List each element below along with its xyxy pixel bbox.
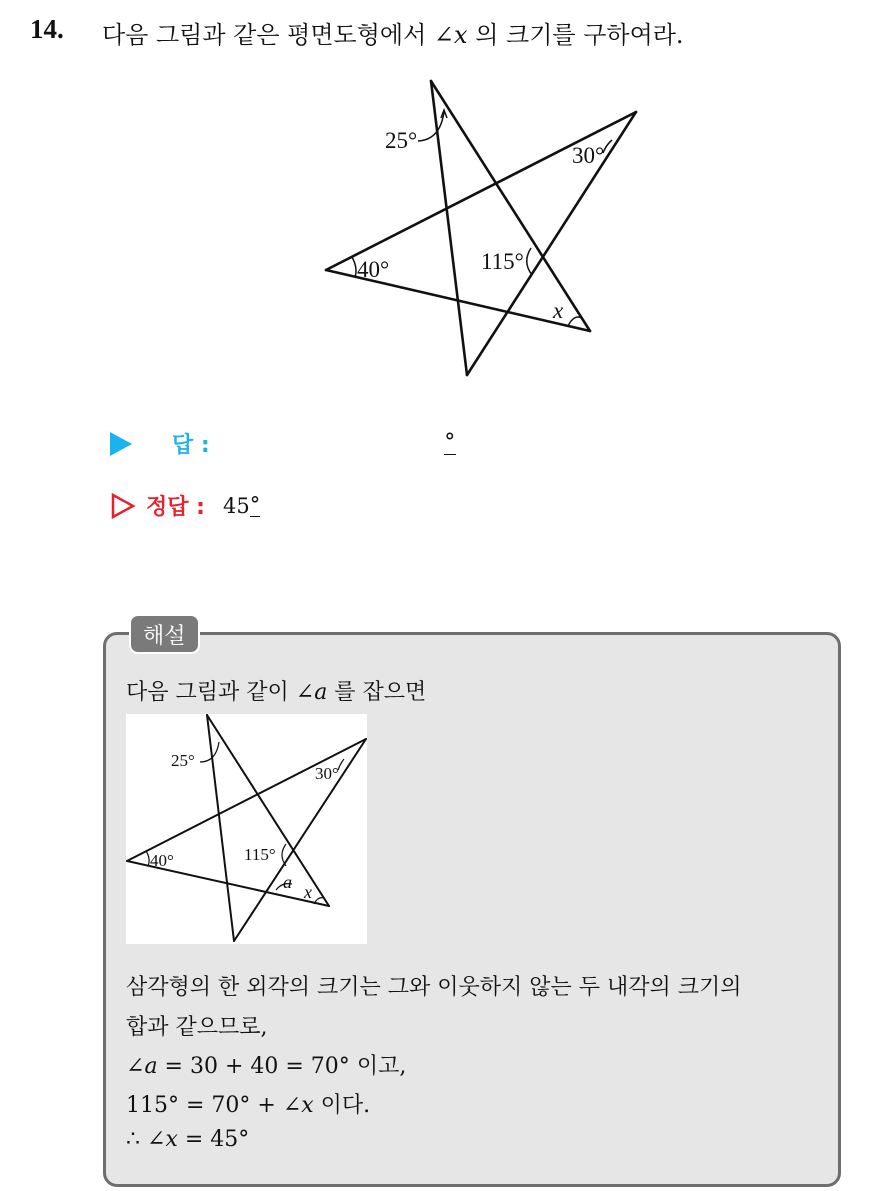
solution-line-6 (126, 1127, 249, 1152)
answer-row (110, 428, 456, 459)
figure-line-2 (431, 81, 467, 375)
label-30: 30° (572, 143, 605, 168)
angle-symbol: ∠ (433, 21, 455, 49)
play-icon (110, 432, 132, 456)
angle-arc-25 (418, 112, 444, 141)
solution-tag: 해설 (129, 614, 200, 654)
solution-star-figure (126, 714, 367, 944)
solution-label-115: 115° (244, 845, 276, 864)
solution-line-c (234, 739, 366, 941)
answer-label: 답 : (172, 433, 210, 458)
label-25: 25° (385, 128, 418, 153)
angle-symbol: ∠ (295, 680, 315, 705)
solution-line-4-var: a (144, 1054, 158, 1079)
play-outline-icon (110, 493, 136, 519)
solution-line-5-eq: 115° = 70° + (126, 1093, 283, 1118)
solution-line-d (127, 739, 366, 861)
solution-line-5 (126, 1088, 370, 1119)
correct-answer-label: 정답 : (146, 495, 205, 520)
solution-arc-40 (146, 851, 149, 866)
solution-line-6-var: x (165, 1127, 178, 1152)
therefore-symbol: ∴ (126, 1127, 147, 1152)
solution-line-1-after: 를 잡으면 (327, 680, 427, 705)
angle-symbol: ∠ (282, 1093, 302, 1118)
solution-arc-30 (338, 759, 344, 770)
label-115: 115° (481, 249, 524, 274)
solution-line-5-after: 이다. (313, 1093, 371, 1118)
answer-blank[interactable]: ° (444, 430, 456, 455)
solution-line-b (207, 715, 234, 941)
question-text-after: 의 크기를 구하여라. (467, 21, 684, 49)
solution-line-5-var: x (301, 1093, 314, 1118)
solution-line-1 (126, 675, 426, 706)
angle-arc-x (568, 317, 582, 326)
solution-line-2: 삼각형의 한 외각의 크기는 그와 이웃하지 않는 두 내각의 크기의 (126, 975, 742, 1000)
solution-arc-25 (200, 742, 219, 762)
solution-line-1-var: a (314, 680, 328, 705)
angle-symbol: ∠ (126, 1054, 145, 1079)
solution-label-a: a (283, 872, 292, 892)
correct-answer-value: 45 (222, 493, 250, 518)
angle-symbol: ∠ (147, 1127, 166, 1152)
label-x: x (553, 298, 564, 323)
star-figure (0, 0, 884, 400)
solution-line-3: 합과 같으므로, (126, 1015, 268, 1040)
solution-line-1-before: 다음 그림과 같이 (126, 680, 296, 705)
solution-line-6-eq: = 45° (177, 1127, 250, 1152)
figure-line-1 (431, 81, 590, 331)
angle-arc-40 (352, 257, 356, 277)
solution-label-25: 25° (171, 751, 195, 770)
solution-label-x: x (304, 882, 312, 902)
angle-arc-115 (527, 248, 532, 275)
solution-line-4-eq: = 30 + 40 = 70° (157, 1054, 357, 1079)
question-variable: x (454, 21, 468, 49)
correct-answer-unit: ° (249, 492, 261, 517)
question-number: 14. (30, 14, 64, 44)
solution-line-4-after: 이고, (356, 1054, 407, 1079)
solution-label-40: 40° (150, 851, 174, 870)
correct-answer-row (110, 490, 260, 521)
solution-label-30: 30° (315, 764, 339, 783)
question-text-before: 다음 그림과 같은 평면도형에서 (102, 21, 434, 49)
figure-line-4 (326, 112, 636, 270)
solution-line-4 (126, 1049, 406, 1080)
label-40: 40° (357, 257, 390, 282)
figure-line-3 (467, 112, 636, 375)
